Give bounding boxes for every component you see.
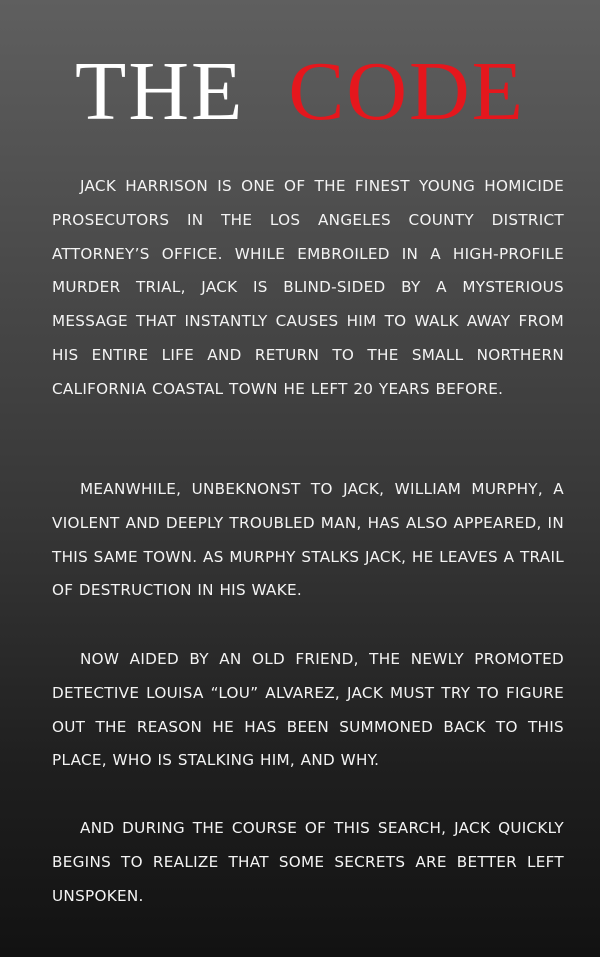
- synopsis-paragraph-3: NOW AIDED BY AN OLD FRIEND, THE NEWLY PROMOTED DETECTIVE LOUISA “LOU” ALVAREZ, JACK MUST TRY TO FIGURE OUT THE REASON HE HAS BEEN SUMMONED BACK TO THIS PLACE, WHO IS STALKING HIM, AND WHY.: [52, 650, 564, 770]
- synopsis-paragraph-4: AND DURING THE COURSE OF THIS SEARCH, JACK QUICKLY BEGINS TO REALIZE THAT SOME SECRETS ARE BETTER LEFT UNSPOKEN.: [52, 819, 564, 905]
- synopsis-paragraph-2: MEANWHILE, UNBEKNONST TO JACK, WILLIAM MURPHY, A VIOLENT AND DEEPLY TROUBLED MAN, HAS ALSO APPEARED, IN THIS SAME TOWN. AS MURPHY STALKS JACK, HE LEAVES A TRAIL OF DESTRUCTION IN HIS WAKE.: [52, 480, 564, 600]
- title-word-code: CODE: [288, 45, 525, 138]
- synopsis-paragraph-1: JACK HARRISON IS ONE OF THE FINEST YOUNG HOMICIDE PROSECUTORS IN THE LOS ANGELES COUNTY DISTRICT ATTORNEY’S OFFICE. WHILE EMBROILED IN A HIGH-PROFILE MURDER TRIAL, JACK IS BLIND-SIDED BY A MYSTERIOUS MESSAGE THAT INSTANTLY CAUSES HIM TO WALK AWAY FROM HIS ENTIRE LIFE AND RETURN TO THE SMALL NORTHERN CALIFORNIA COASTAL TOWN HE LEFT 20 YEARS BEFORE.: [52, 177, 564, 398]
- title-word-the: THE: [75, 45, 245, 138]
- book-title: [0, 45, 600, 138]
